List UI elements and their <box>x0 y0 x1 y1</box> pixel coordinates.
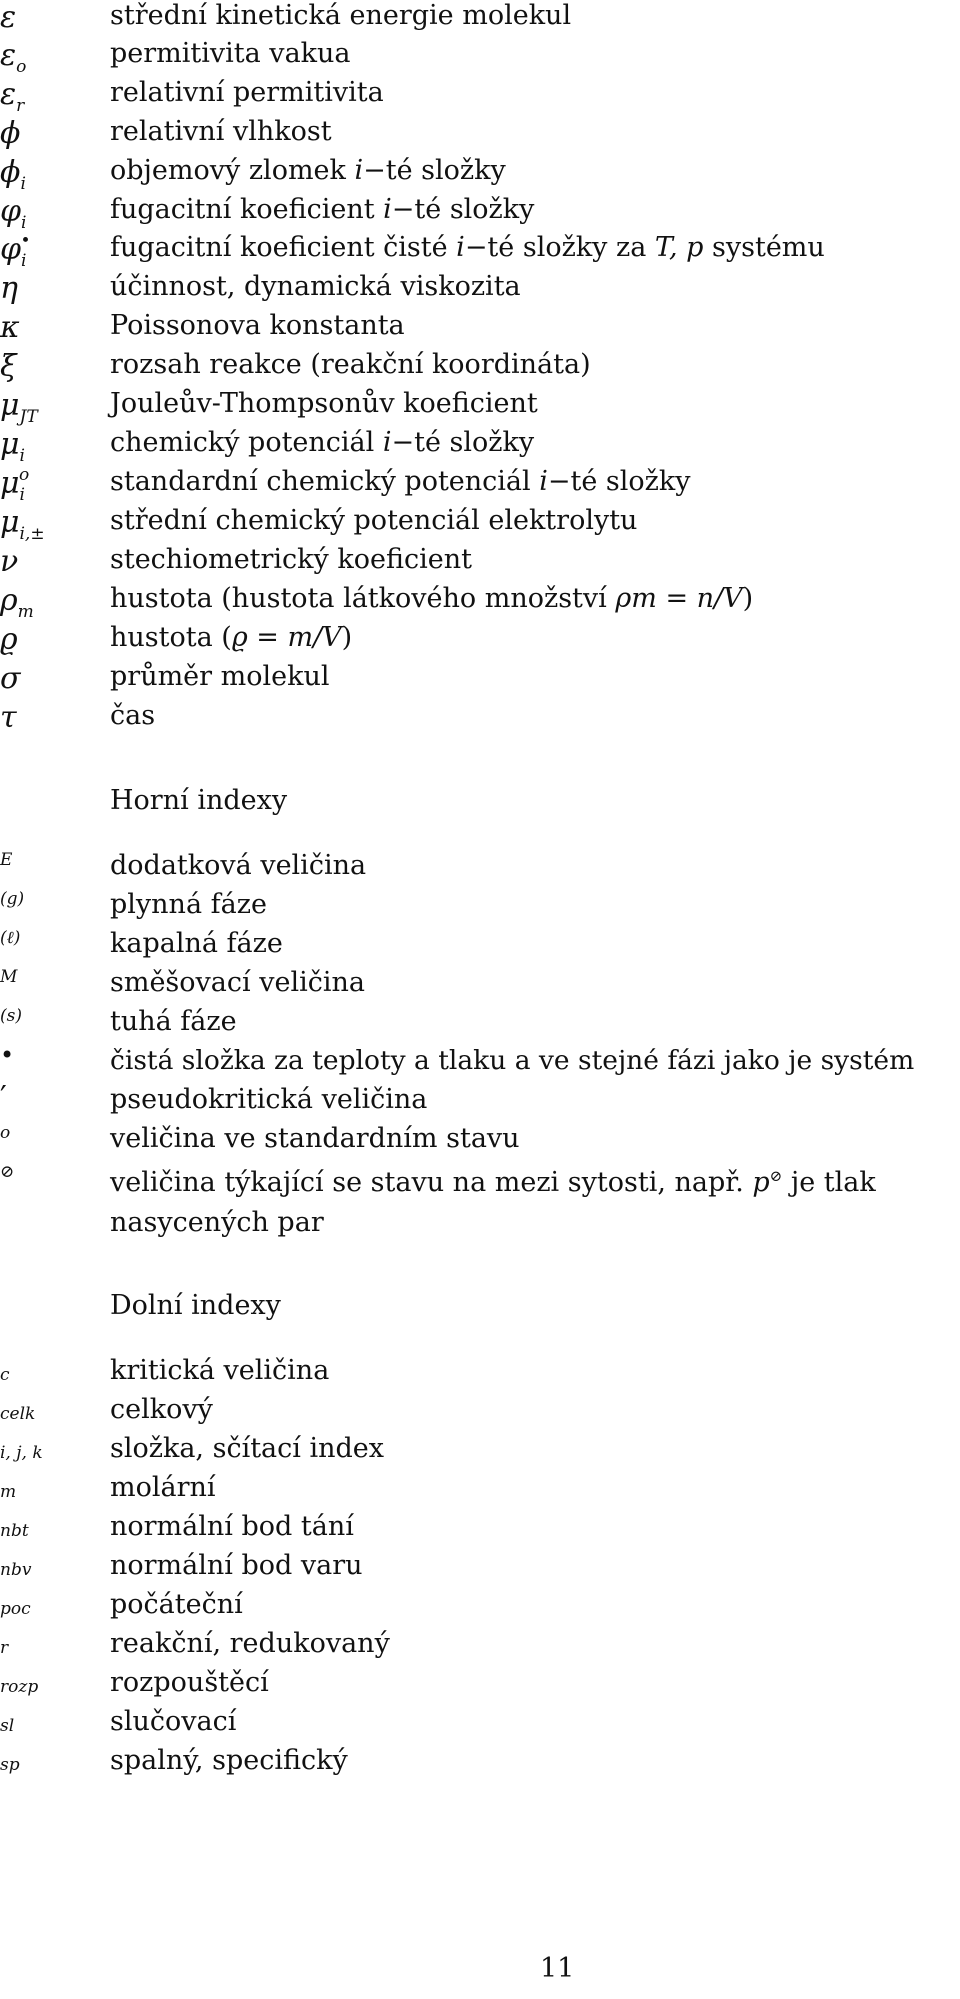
symbol-mu-i-standard: $\mu_i^o$ <box>0 465 30 505</box>
lower-index-symbol: sl <box>0 1716 15 1736</box>
upper-index-symbol: (g) <box>0 889 25 909</box>
definition-text: standardní chemický potenciál i−té složky <box>110 466 691 497</box>
upper-index-symbol: ′ <box>0 1080 7 1115</box>
symbol-rho-m: $\rho_m$ <box>0 583 34 622</box>
definition-text: tuhá fáze <box>110 1006 237 1037</box>
definition-text: složka, sčítací index <box>110 1433 385 1464</box>
definition-text: dodatková veličina <box>110 850 367 881</box>
definition-text: molární <box>110 1472 216 1503</box>
symbol-varphi-i: $\varphi_i$ <box>0 194 27 233</box>
lower-index-symbol: sp <box>0 1755 20 1775</box>
definition-text: hustota (ϱ = m/V) <box>110 622 353 653</box>
symbol-mu-i-pm: $\mu_{i,\pm}$ <box>0 505 45 544</box>
definition-text: celkový <box>110 1394 213 1425</box>
upper-index-symbol: o <box>0 1123 11 1143</box>
definition-text: relativní vlhkost <box>110 116 332 147</box>
symbol-phi-i: $\phi_i$ <box>0 155 26 194</box>
symbol-epsilon-o: $\varepsilon_o$ <box>0 38 27 77</box>
definition-text: průměr molekul <box>110 661 330 692</box>
upper-index-symbol: (ℓ) <box>0 928 21 948</box>
definition-text: relativní permitivita <box>110 77 384 108</box>
definition-text: normální bod tání <box>110 1511 354 1542</box>
definition-text: střední chemický potenciál elektrolytu <box>110 505 638 536</box>
definition-text: pseudokritická veličina <box>110 1084 428 1115</box>
definition-text: účinnost, dynamická viskozita <box>110 271 521 302</box>
page-number: 11 <box>540 1953 575 1984</box>
symbol-kappa: κ <box>0 310 20 345</box>
symbol-phi: ϕ <box>0 116 21 151</box>
definition-text: permitivita vakua <box>110 38 351 69</box>
definition-text: normální bod varu <box>110 1550 363 1581</box>
definition-text: hustota (hustota látkového množství ρm = n/V) <box>110 583 754 614</box>
definition-text: stechiometrický koeficient <box>110 544 472 575</box>
symbol-varrho: ϱ <box>0 622 18 657</box>
definition-text: rozpouštěcí <box>110 1667 269 1698</box>
lower-index-symbol: m <box>0 1482 17 1502</box>
lower-index-symbol: i, j, k <box>0 1443 43 1463</box>
definition-text: směšovací veličina <box>110 967 365 998</box>
definition-text: Jouleův-Thompsonův koeficient <box>110 388 538 419</box>
definition-text: fugacitní koeficient i−té složky <box>110 194 535 225</box>
definition-text: spalný, specifický <box>110 1745 348 1776</box>
definition-text: chemický potenciál i−té složky <box>110 427 535 458</box>
symbol-xi: ξ <box>0 349 17 384</box>
definition-text: objemový zlomek i−té složky <box>110 155 506 186</box>
definition-text: veličina týkající se stavu na mezi sytosti, např. p⊘ je tlak nasycených par <box>110 1167 876 1238</box>
definition-text: reakční, redukovaný <box>110 1628 390 1659</box>
definition-text: plynná fáze <box>110 889 267 920</box>
symbol-epsilon-r: $\varepsilon_r$ <box>0 77 25 116</box>
definition-text: slučovací <box>110 1706 237 1737</box>
upper-index-symbol: • <box>0 1041 15 1069</box>
upper-index-symbol: M <box>0 967 18 987</box>
lower-index-symbol: r <box>0 1638 9 1658</box>
definition-text: počáteční <box>110 1589 243 1620</box>
lower-index-symbol: nbv <box>0 1560 32 1580</box>
upper-index-symbol: (s) <box>0 1006 22 1026</box>
symbol-mu-jt: $\mu_{JT}$ <box>0 388 38 427</box>
definition-text: veličina ve standardním stavu <box>110 1123 520 1154</box>
upper-index-symbol: E <box>0 850 13 870</box>
symbol-tau: τ <box>0 700 17 735</box>
symbol-eta: η <box>0 271 18 306</box>
section-heading-upper-indices: Horní indexy <box>110 785 288 816</box>
symbol-varphi-i-pure: $\varphi_i^•$ <box>0 231 31 271</box>
symbol-nu: ν <box>0 544 19 579</box>
definition-text: čistá složka za teploty a tlaku a ve stejné fázi jako je systém <box>110 1045 915 1076</box>
upper-index-symbol: ⊘ <box>0 1162 15 1182</box>
definition-text: čas <box>110 700 156 731</box>
definition-text: kritická veličina <box>110 1355 330 1386</box>
lower-index-symbol: nbt <box>0 1521 29 1541</box>
definition-text: Poissonova konstanta <box>110 310 405 341</box>
symbol-epsilon: ε <box>0 0 17 35</box>
lower-index-symbol: rozp <box>0 1677 39 1697</box>
symbol-mu-i: $\mu_i$ <box>0 427 25 466</box>
lower-index-symbol: celk <box>0 1404 36 1424</box>
lower-index-symbol: c <box>0 1365 10 1385</box>
section-heading-lower-indices: Dolní indexy <box>110 1290 281 1321</box>
definition-text: kapalná fáze <box>110 928 283 959</box>
symbol-sigma: σ <box>0 661 21 696</box>
lower-index-symbol: poc <box>0 1599 31 1619</box>
definition-text: rozsah reakce (reakční koordináta) <box>110 349 591 380</box>
definition-text: střední kinetická energie molekul <box>110 0 572 31</box>
definition-text: fugacitní koeficient čisté i−té složky za T, p systému <box>110 232 825 263</box>
